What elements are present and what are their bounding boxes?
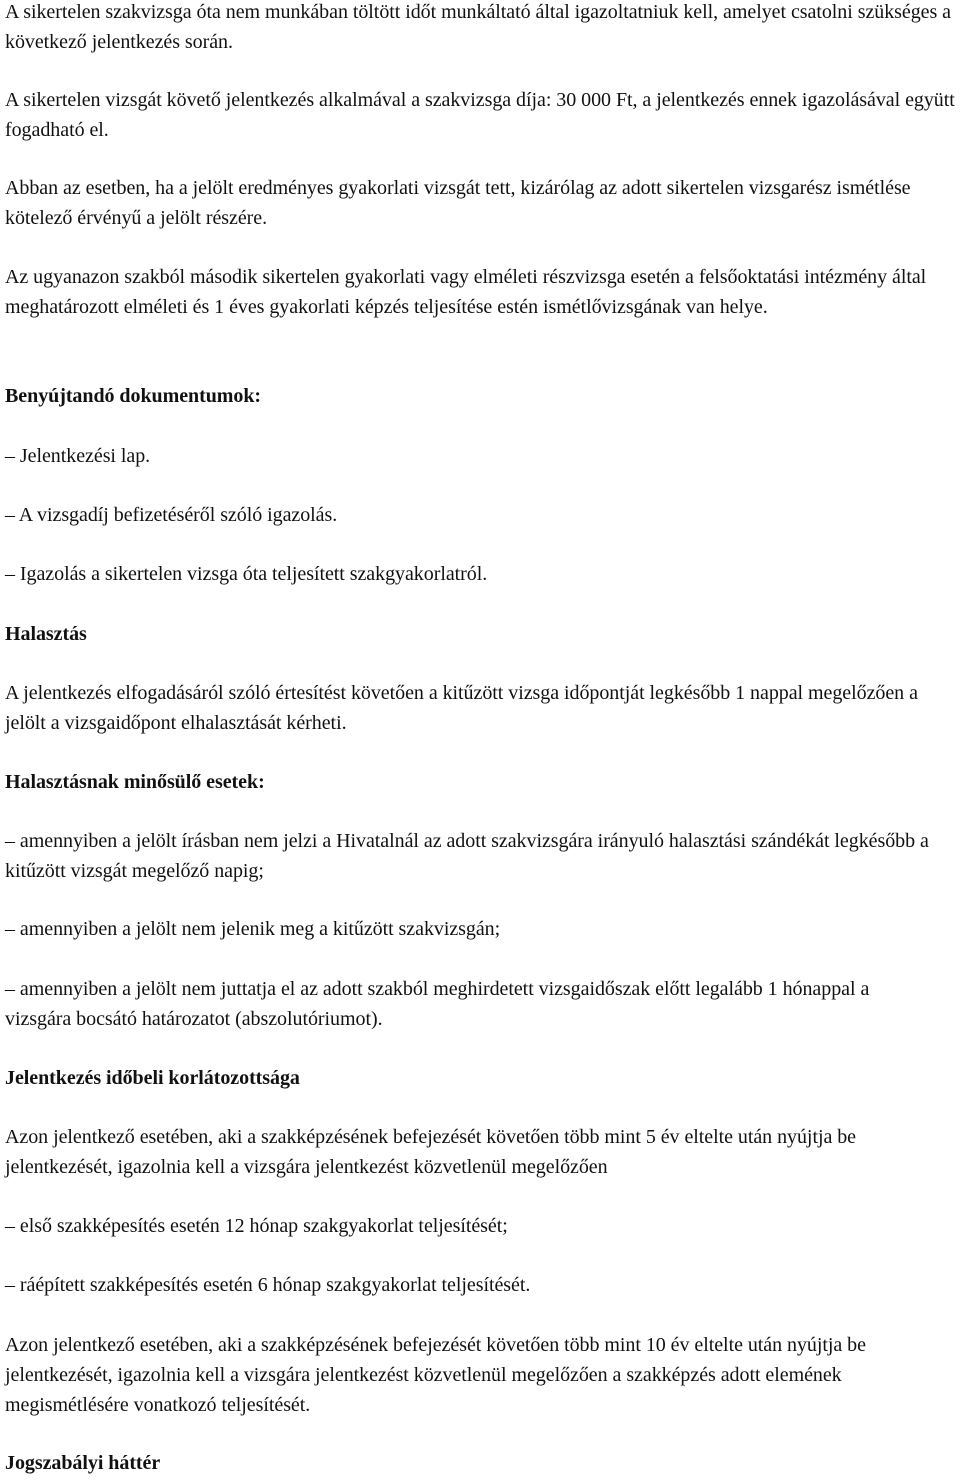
list-item-case-2: – amennyiben a jelölt nem jelenik meg a kitűzött szakvizsgán; bbox=[5, 914, 500, 944]
list-item-time-limit-2: – ráépített szakképesítés esetén 6 hónap szakgyakorlat teljesítését. bbox=[5, 1270, 530, 1300]
paragraph-partial-retake: Abban az esetben, ha a jelölt eredményes gyakorlati vizsgát tett, kizárólag az adott sikertelen vizsgarész ismétlése kötelező érvényű a jelölt részére. bbox=[5, 177, 911, 229]
paragraph-time-limit-5-years: Azon jelentkező esetében, aki a szakképzésének befejezését követően több mint 5 év eltelte után nyújtja be jelentkezését, igazolnia kell a vizsgára jelentkezést közvetlenül megelőzően bbox=[5, 1126, 857, 1178]
list-item-document-3: – Igazolás a sikertelen vizsga óta teljesített szakgyakorlatról. bbox=[5, 559, 487, 589]
heading-postponement: Halasztás bbox=[5, 623, 87, 645]
list-item-time-limit-1: – első szakképesítés esetén 12 hónap szakgyakorlat teljesítését; bbox=[5, 1211, 508, 1241]
heading-legal-background: Jogszabályi háttér bbox=[5, 1452, 161, 1474]
list-item-document-1: – Jelentkezési lap. bbox=[5, 441, 150, 471]
paragraph-time-limit-10-years: Azon jelentkező esetében, aki a szakképzésének befejezését követően több mint 10 év eltelte után nyújtja be jelentkezését, igazolnia kell a vizsgára jelentkezést közvetlenül megelőzően a szakképzés adott elemének megismétlésére vonatkozó teljesítését. bbox=[5, 1334, 866, 1416]
heading-time-limits: Jelentkezés időbeli korlátozottsága bbox=[5, 1067, 300, 1089]
list-item-document-2: – A vizsgadíj befizetéséről szóló igazolás. bbox=[5, 500, 337, 530]
paragraph-retake-fee: A sikertelen vizsgát követő jelentkezés alkalmával a szakvizsga díja: 30 000 Ft, a jelentkezés ennek igazolásával együtt fogadható el. bbox=[5, 89, 955, 141]
list-item-case-1: – amennyiben a jelölt írásban nem jelzi a Hivatalnál az adott szakvizsgára irányuló halasztási szándékát legkésőbb a kitűzött vizsgát megelőző napig; bbox=[5, 826, 959, 886]
paragraph-second-failure: Az ugyanazon szakból második sikertelen gyakorlati vagy elméleti részvizsga esetén a felsőoktatási intézmény által meghatározott elméleti és 1 éves gyakorlati képzés teljesítése estén ismétlővizsgának van helye. bbox=[5, 266, 927, 318]
paragraph-postponement: A jelentkezés elfogadásáról szóló értesítést követően a kitűzött vizsga időpontját legkésőbb 1 nappal megelőzően a jelölt a vizsgaidőpont elhalasztását kérheti. bbox=[5, 682, 918, 734]
paragraph-unemployment-proof: A sikertelen szakvizsga óta nem munkában töltött időt munkáltató által igazoltatniuk kell, amelyet csatolni szükséges a következő jelentkezés során. bbox=[5, 1, 952, 53]
heading-qualifying-cases: Halasztásnak minősülő esetek: bbox=[5, 771, 265, 793]
list-item-case-3: – amennyiben a jelölt nem juttatja el az adott szakból meghirdetett vizsgaidőszak előtt legalább 1 hónappal a vizsgára bocsátó határozatot (abszolutóriumot). bbox=[5, 974, 905, 1034]
heading-documents: Benyújtandó dokumentumok: bbox=[5, 385, 262, 407]
